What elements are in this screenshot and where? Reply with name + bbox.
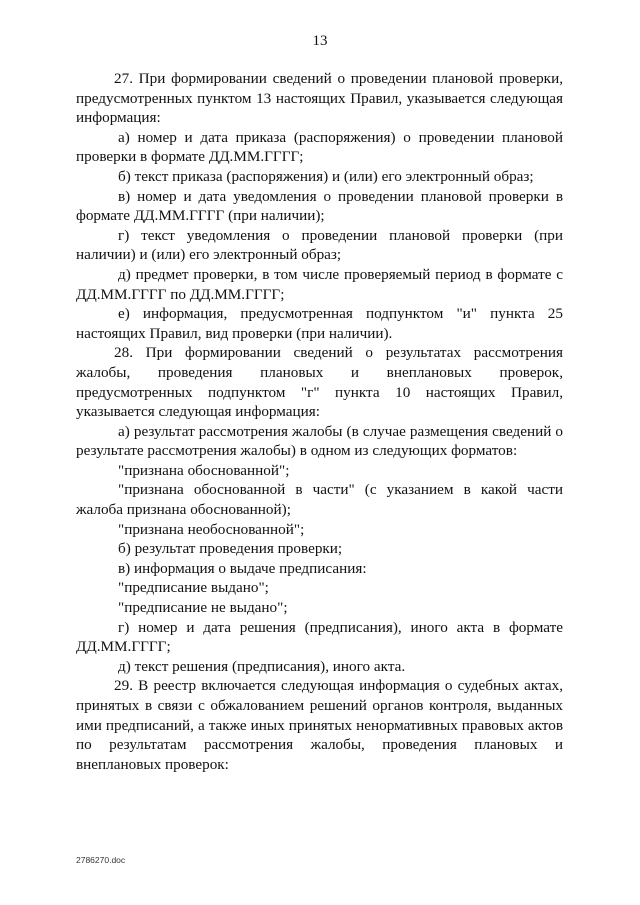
paragraph-29-intro: 29. В реестр включается следующая информация о судебных актах, принятых в связи с обжалованием решений органов контроля, выданных ими предписаний, а также иных принятых ненормативных правовых актов по результатам рассмотрения жалобы, проведения плановых и внеплановых проверок: — [76, 677, 563, 773]
document-footer-filename: 2786270.doc — [76, 855, 126, 865]
paragraph-28-option-3: "признана необоснованной"; — [118, 520, 305, 538]
paragraph-27-intro: 27. При формировании сведений о проведении плановой проверки, предусмотренных пунктом 13 настоящих Правил, указывается следующая информация: — [76, 70, 563, 127]
paragraph-28-option-1: "признана обоснованной"; — [118, 461, 290, 479]
paragraph-28-option-2: "признана обоснованной в части" (с указанием в какой части жалоба признана обоснованной); — [76, 481, 563, 519]
paragraph-28-option-4: "предписание выдано"; — [118, 579, 269, 597]
paragraph-27-e: е) информация, предусмотренная подпунктом "и" пункта 25 настоящих Правил, вид проверки (при наличии). — [76, 305, 563, 342]
paragraph-28-d: д) текст решения (предписания), иного акта. — [118, 657, 406, 675]
paragraph-28-option-5: "предписание не выдано"; — [118, 599, 288, 617]
paragraph-28-intro: 28. При формировании сведений о результатах рассмотрения жалобы, проведения плановых и внеплановых проверок, предусмотренных подпунктом "г" пункта 10 настоящих Правил, указывается следующая информация: — [76, 344, 563, 421]
paragraph-27-b: б) текст приказа (распоряжения) и (или) его электронный образ; — [118, 167, 534, 185]
paragraph-28-a: а) результат рассмотрения жалобы (в случае размещения сведений о результате рассмотрения жалобы) в одном из следующих форматов: — [76, 422, 563, 460]
paragraph-28-b: б) результат проведения проверки; — [118, 540, 343, 558]
paragraph-27-a: а) номер и дата приказа (распоряжения) о проведении плановой проверки в формате ДД.ММ.ГГГГ; — [76, 128, 563, 166]
paragraph-27-v: в) номер и дата уведомления о проведении плановой проверки в формате ДД.ММ.ГГГГ (при наличии); — [76, 187, 563, 225]
page-number: 13 — [312, 33, 328, 49]
document-body — [76, 69, 563, 774]
paragraph-27-d: д) предмет проверки, в том числе проверяемый период в формате с ДД.ММ.ГГГГ по ДД.ММ.ГГГГ; — [76, 265, 563, 303]
paragraph-28-v: в) информация о выдаче предписания: — [118, 559, 367, 577]
paragraph-28-g: г) номер и дата решения (предписания), иного акта в формате ДД.ММ.ГГГГ; — [76, 618, 563, 656]
paragraph-27-g: г) текст уведомления о проведении плановой проверки (при наличии) и (или) его электронный образ; — [76, 226, 563, 264]
